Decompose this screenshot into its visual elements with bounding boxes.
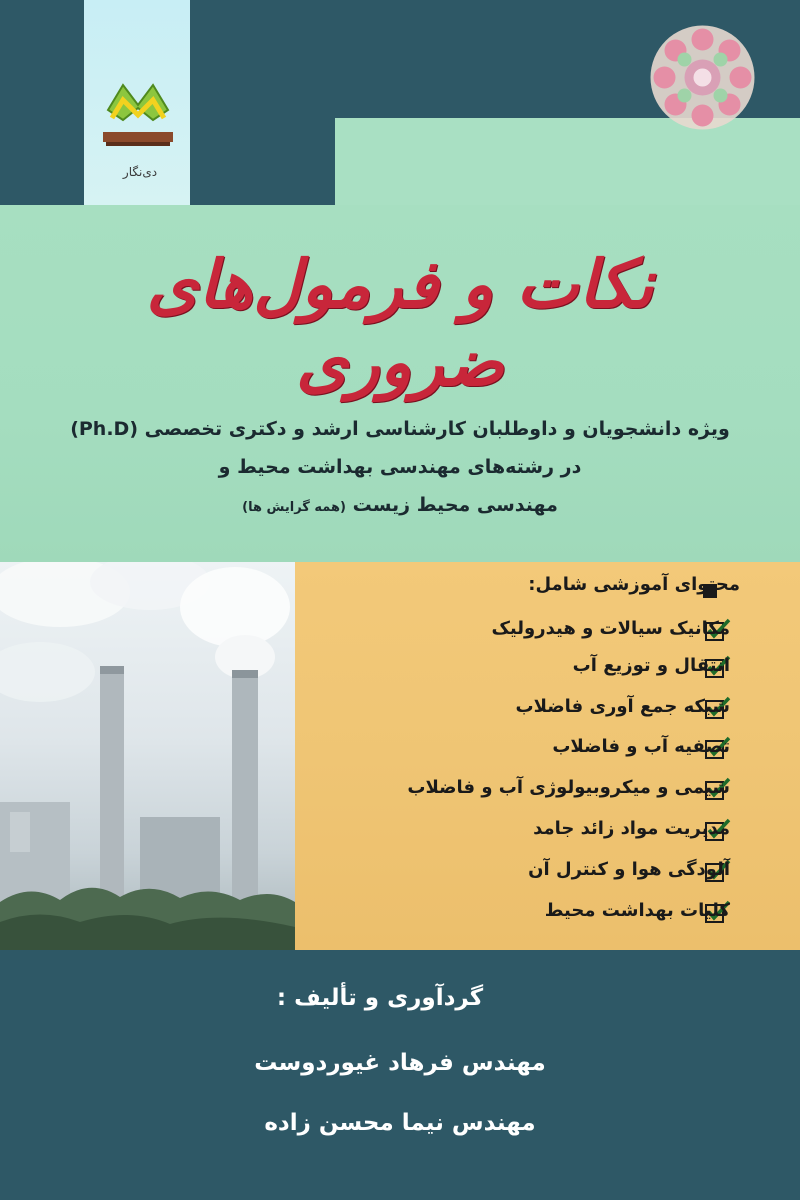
power-plant-photo (0, 562, 295, 950)
contents-item: کلیات بهداشت محیط (544, 900, 730, 921)
contents-item: انتقال و توزیع آب (572, 655, 730, 676)
subtitle-line-1: ویژه دانشجویان و داوطلبان کارشناسی ارشد و دکتری تخصصی (Ph.D) (70, 418, 730, 440)
contents-item: مدیریت مواد زائد جامد (533, 818, 730, 839)
contents-item: مکانیک سیالات و هیدرولیک (491, 618, 730, 639)
subtitle-line-2: در رشته‌های مهندسی بهداشت محیط و (218, 456, 582, 478)
subtitle-note: (همه گرایش ها) (242, 500, 346, 515)
contents-item: شبکه جمع آوری فاضلاب (515, 696, 730, 717)
publisher-name: دی‌نگار (122, 165, 158, 179)
flower-ornament-icon (645, 20, 760, 135)
subtitle-line-3-text: مهندسی محیط زیست (352, 494, 558, 516)
contents-item: تصفیه آب و فاضلاب (552, 736, 730, 757)
publisher-logo-icon (98, 70, 178, 160)
contents-item: شیمی و میکروبیولوژی آب و فاضلاب (407, 777, 730, 798)
authors-label: گردآوری و تألیف : (276, 985, 484, 1011)
book-title: نکات و فرمول‌های ضروری (146, 245, 654, 401)
contents-heading: محتوای آموزشی شامل: (528, 574, 740, 595)
author-name: مهندس نیما محسن زاده (264, 1110, 536, 1136)
contents-item: آلودگی هوا و کنترل آن (528, 859, 730, 880)
subtitle-line-3 (40, 494, 760, 516)
author-name: مهندس فرهاد غیوردوست (254, 1050, 546, 1076)
